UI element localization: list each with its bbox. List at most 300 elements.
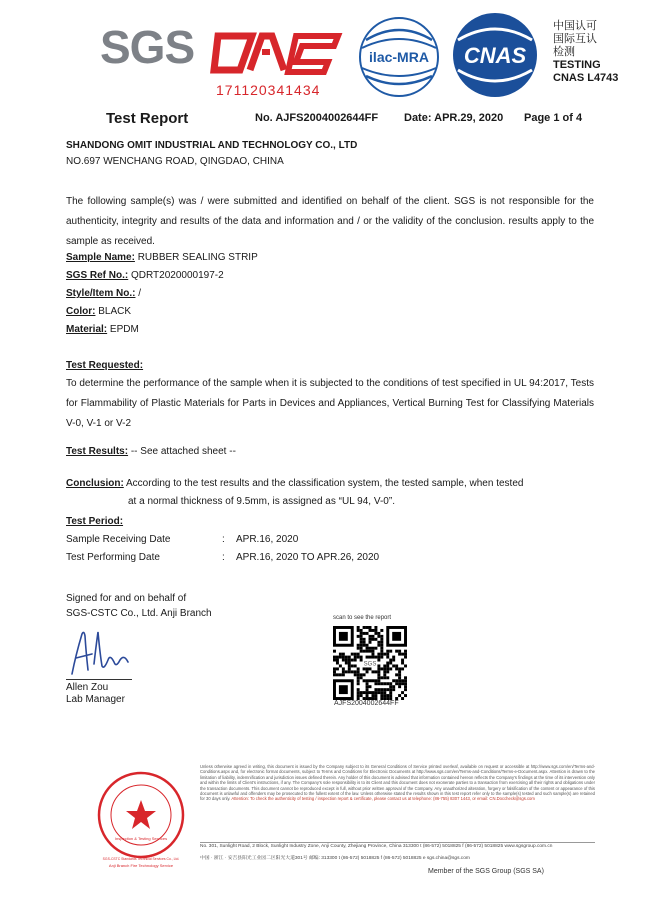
qr-module: [383, 673, 386, 676]
sample-name-value: RUBBER SEALING STRIP: [137, 252, 258, 263]
qr-module: [377, 632, 380, 635]
qr-module: [345, 656, 348, 659]
qr-module: [357, 626, 360, 629]
cma-number: 171120341434: [216, 82, 321, 98]
qr-module: [366, 650, 369, 653]
qr-module: [383, 667, 386, 670]
qr-module: [401, 653, 404, 656]
qr-module: [345, 662, 348, 665]
qr-module: [357, 629, 360, 632]
qr-module: [398, 667, 401, 670]
qr-module: [392, 679, 395, 682]
qr-module: [374, 679, 377, 682]
cma-logo: [214, 36, 338, 98]
qr-module: [348, 662, 351, 665]
qr-module: [380, 641, 383, 644]
qr-module: [398, 685, 401, 688]
qr-module: [339, 664, 342, 667]
qr-module: [366, 626, 369, 629]
stamp-seal: [86, 760, 196, 870]
qr-module: [371, 650, 374, 653]
test-results-label: Test Results:: [66, 446, 129, 457]
client-name: SHANDONG OMIT INDUSTRIAL AND TECHNOLOGY CO., LTD: [66, 140, 358, 151]
qr-module: [380, 647, 383, 650]
star-icon: [126, 800, 156, 829]
qr-module: [363, 632, 366, 635]
qr-module: [360, 676, 363, 679]
sgs-logo: [96, 21, 194, 73]
qr-module: [351, 664, 354, 667]
qr-module: [374, 688, 377, 691]
qr-module: [339, 673, 342, 676]
qr-module: [357, 682, 360, 685]
qr-module: [392, 656, 395, 659]
qr-module: [366, 632, 369, 635]
qr-module: [366, 688, 369, 691]
qr-module: [377, 691, 380, 694]
qr-module: [333, 667, 336, 670]
qr-module: [342, 670, 345, 673]
conclusion-label: Conclusion:: [66, 478, 124, 489]
qr-module: [366, 691, 369, 694]
qr-module: [395, 650, 398, 653]
qr-module: [377, 682, 380, 685]
qr-module: [366, 647, 369, 650]
qr-module: [360, 647, 363, 650]
qr-module: [374, 670, 377, 673]
qr-module: [395, 664, 398, 667]
qr-module: [401, 659, 404, 662]
qr-module: [386, 653, 389, 656]
page-indicator: Page 1 of 4: [524, 112, 583, 124]
qr-module: [371, 638, 374, 641]
report-header: [0, 112, 660, 130]
qr-module: [360, 635, 363, 638]
qr-module: [374, 629, 377, 632]
qr-module: [395, 679, 398, 682]
qr-module: [357, 670, 360, 673]
qr-module: [357, 694, 360, 697]
disclaimer-text: Unless otherwise agreed in writing, this document is issued by the Company subject to its General Conditions of Service printed overleaf, available on request or accessible at http://www.sgs.com/en/Terms-and-Conditions.aspx and, for electronic format documents, subject to Terms and Conditions for Electronic Documents at http://www.sgs.com/en/Terms-and-Conditions/Terms-e-Document.aspx. Attention is drawn to the limitation of liability, indemnification and jurisdiction issues defined therein. Any holder of this document is advised that information contained hereon reflects the Company's findings at the time of its intervention only and within the limits of Client's instructions, if any. The Company's sole responsibility is to its Client and this document does not exonerate parties to a transaction from exercising all their rights and obligations under the transaction documents. This document cannot be reproduced except in full, without prior written approval of the Company. Any unauthorized alteration, forgery or falsification of the content or appearance of this document is unlawful and offenders may be prosecuted to the fullest extent of the law. Unless otherwise stated the results shown in this test report refer only to the sample(s) tested and such sample(s) are retained for 30 days only.: [200, 764, 595, 802]
qr-module: [363, 691, 366, 694]
qr-module: [374, 682, 377, 685]
qr-module: [371, 629, 374, 632]
qr-module: [366, 679, 369, 682]
qr-module: [377, 653, 380, 656]
qr-module: [360, 656, 363, 659]
qr-module: [366, 670, 369, 673]
period-row: [66, 534, 171, 545]
qr-module: [377, 676, 380, 679]
footer-divider: [200, 842, 595, 843]
color-label: Color:: [66, 306, 96, 317]
qr-module: [389, 691, 392, 694]
qr-module: [333, 670, 336, 673]
conclusion-row: [66, 478, 523, 489]
accreditation-no: CNAS L4743: [553, 72, 619, 84]
qr-module: [377, 679, 380, 682]
qr-module: [351, 659, 354, 662]
test-period-heading: [66, 516, 123, 527]
qr-module: [386, 676, 389, 679]
stamp-text-1: Inspection & Testing Services: [114, 836, 168, 841]
period-row-sep: :: [222, 534, 225, 545]
qr-module: [389, 685, 392, 688]
qr-module: [380, 653, 383, 656]
qr-module: [377, 635, 380, 638]
qr-module: [360, 691, 363, 694]
qr-module: [383, 676, 386, 679]
qr-module: [386, 670, 389, 673]
qr-module: [404, 653, 407, 656]
material-value: EPDM: [109, 324, 139, 335]
qr-module: [366, 644, 369, 647]
qr-module: [380, 676, 383, 679]
qr-module: [360, 638, 363, 641]
qr-module: [380, 635, 383, 638]
accreditation-cn-2: 国际互认: [553, 33, 597, 45]
qr-module: [345, 659, 348, 662]
signature-image: [62, 624, 142, 680]
test-results-row: [66, 446, 236, 457]
qr-module: [392, 685, 395, 688]
qr-module: [383, 691, 386, 694]
qr-module: [357, 667, 360, 670]
qr-module: [374, 647, 377, 650]
qr-module: [357, 653, 360, 656]
qr-module: [351, 670, 354, 673]
qr-module: [342, 656, 345, 659]
conclusion-line-2: at a normal thickness of 9.5mm, is assigned as “UL 94, V-0”.: [128, 496, 395, 507]
signer-name: Allen Zou: [66, 682, 109, 693]
qr-module: [354, 673, 357, 676]
qr-module: [386, 650, 389, 653]
qr-module: [333, 650, 336, 653]
qr-module: [333, 659, 336, 662]
period-row-value: APR.16, 2020: [236, 534, 299, 545]
qr-module: [374, 656, 377, 659]
qr-module: [348, 664, 351, 667]
qr-module: [366, 667, 369, 670]
qr-module: [383, 670, 386, 673]
qr-module: [389, 694, 392, 697]
period-row-sep: :: [222, 552, 225, 563]
qr-module: [363, 638, 366, 641]
test-results-value: -- See attached sheet --: [130, 446, 236, 457]
qr-module: [380, 629, 383, 632]
qr-module: [369, 656, 372, 659]
material-row: [66, 324, 139, 335]
qr-module: [360, 629, 363, 632]
qr-module: [377, 670, 380, 673]
qr-module: [336, 662, 339, 665]
qr-module: [377, 664, 380, 667]
qr-module: [371, 670, 374, 673]
qr-finder: [392, 632, 401, 641]
qr-module: [369, 647, 372, 650]
qr-module: [386, 694, 389, 697]
qr-module: [363, 626, 366, 629]
color-row: [66, 306, 131, 317]
qr-module: [357, 688, 360, 691]
qr-module: [369, 685, 372, 688]
qr-module: [386, 667, 389, 670]
qr-module: [386, 682, 389, 685]
qr-module: [374, 626, 377, 629]
test-requested-label: Test Requested:: [66, 360, 144, 371]
accreditation-text: [553, 20, 618, 85]
qr-module: [380, 682, 383, 685]
qr-center-label: SGS: [363, 661, 377, 668]
qr-caption-bottom: AJFS2004002644FF: [334, 700, 399, 707]
accreditation-en: TESTING: [553, 59, 601, 71]
color-value: BLACK: [98, 306, 132, 317]
qr-module: [398, 670, 401, 673]
qr-module: [398, 682, 401, 685]
qr-module: [336, 659, 339, 662]
qr-module: [357, 691, 360, 694]
period-row-label: Sample Receiving Date: [66, 534, 171, 545]
qr-module: [354, 664, 357, 667]
qr-module: [374, 638, 377, 641]
qr-finder: [339, 632, 348, 641]
qr-module: [363, 679, 366, 682]
qr-module: [371, 635, 374, 638]
qr-module: [404, 685, 407, 688]
attention-text: Attention: To check the authenticity of testing / inspection report & certificate, please contact us at telephone: (86-755) 8307 1443, or email: CN.Doccheck@sgs.com: [231, 796, 535, 802]
qr-module: [392, 664, 395, 667]
footer-disclaimer: [200, 764, 595, 802]
qr-module: [374, 691, 377, 694]
qr-module: [357, 676, 360, 679]
footer-address-en: No. 301, Sunlight Road, 2 Block, Sunlight Industry Zone, Anji County, Zhejiang Province, China 313300 t (86-572) 5018825 f (86-572) 5018825 www.sgsgroup.com.cn: [200, 844, 553, 849]
report-date: Date: APR.29, 2020: [404, 112, 504, 124]
intro-paragraph: The following sample(s) was / were submitted and identified on behalf of the client. SGS is not responsible for the authenticity, integrity and results of the data and information and / or the validity of the conclusion. results apply to the sample as received.: [66, 196, 594, 247]
stamp-text-3: Anji Branch Fire Technology Service: [108, 863, 174, 868]
qr-module: [401, 691, 404, 694]
qr-module: [404, 688, 407, 691]
qr-module: [360, 694, 363, 697]
qr-module: [383, 694, 386, 697]
test-requested-heading: [66, 360, 143, 371]
qr-module: [357, 635, 360, 638]
qr-module: [369, 635, 372, 638]
qr-module: [357, 679, 360, 682]
qr-module: [369, 641, 372, 644]
qr-module: [383, 688, 386, 691]
qr-module: [383, 682, 386, 685]
qr-module: [401, 679, 404, 682]
qr-module: [404, 676, 407, 679]
qr-module: [404, 656, 407, 659]
signature-line: [66, 679, 132, 680]
qr-module: [398, 673, 401, 676]
style-label: Style/Item No.:: [66, 288, 136, 299]
qr-module: [360, 641, 363, 644]
member-text: Member of the SGS Group (SGS SA): [428, 868, 544, 875]
qr-module: [386, 664, 389, 667]
qr-module: [383, 664, 386, 667]
qr-module: [389, 659, 392, 662]
qr-module: [380, 688, 383, 691]
signed-for-line: Signed for and on behalf of: [66, 593, 187, 604]
report-number: No. AJFS2004002644FF: [255, 112, 379, 124]
qr-module: [404, 682, 407, 685]
accreditation-cn-1: 中国认可: [553, 20, 597, 32]
signed-company-line: SGS-CSTC Co., Ltd. Anji Branch: [66, 608, 212, 619]
qr-module: [369, 650, 372, 653]
qr-module: [363, 644, 366, 647]
qr-module: [354, 659, 357, 662]
qr-module: [392, 659, 395, 662]
qr-module: [336, 667, 339, 670]
qr-module: [371, 694, 374, 697]
accreditation-cn-3: 检测: [553, 46, 575, 58]
qr-module: [377, 656, 380, 659]
qr-module: [386, 662, 389, 665]
qr-module: [401, 667, 404, 670]
qr-module: [360, 659, 363, 662]
qr-module: [366, 656, 369, 659]
qr-module: [336, 656, 339, 659]
qr-module: [333, 673, 336, 676]
qr-module: [398, 650, 401, 653]
qr-module: [401, 697, 404, 700]
qr-module: [392, 688, 395, 691]
qr-module: [363, 641, 366, 644]
qr-module: [383, 653, 386, 656]
qr-module: [363, 667, 366, 670]
qr-module: [386, 688, 389, 691]
qr-module: [377, 673, 380, 676]
qr-module: [380, 667, 383, 670]
qr-module: [357, 656, 360, 659]
qr-module: [369, 667, 372, 670]
qr-module: [386, 656, 389, 659]
qr-module: [348, 667, 351, 670]
footer-address-cn: 中国 · 浙江 · 安吉县阳光工业园二区阳光大道301号 邮编: 313300 t (86-572) 5018825 f (86-572) 5018825 e sgs.china@sgs.com: [200, 856, 470, 861]
qr-module: [369, 638, 372, 641]
qr-module: [339, 653, 342, 656]
qr-module: [380, 694, 383, 697]
qr-module: [377, 688, 380, 691]
report-title: Test Report: [106, 110, 189, 127]
stamp-text-2: SGS-CSTC Standards Technical Services Co., Ltd.: [102, 857, 180, 861]
qr-module: [380, 656, 383, 659]
qr-module: [374, 632, 377, 635]
qr-module: [389, 688, 392, 691]
sgs-ref-row: [66, 270, 224, 281]
material-label: Material:: [66, 324, 108, 335]
qr-module: [389, 662, 392, 665]
sgs-ref-value: QDRT2020000197-2: [131, 270, 224, 281]
qr-module: [363, 673, 366, 676]
qr-module: [377, 641, 380, 644]
qr-module: [377, 659, 380, 662]
signer-title: Lab Manager: [66, 694, 125, 705]
qr-module: [380, 650, 383, 653]
qr-caption-top: scan to see the report: [333, 615, 392, 621]
qr-module: [369, 691, 372, 694]
qr-module: [401, 682, 404, 685]
qr-module: [348, 659, 351, 662]
period-row: [66, 552, 160, 563]
test-requested-text: To determine the performance of the sample when it is subjected to the conditions of test specified in UL 94:2017, Tests for Flammability of Plastic Materials for Parts in Devices and Appliances, Vertical Burning Test for Classifying Materials V-0, V-1 or V-2: [66, 378, 594, 429]
qr-module: [342, 653, 345, 656]
qr-module: [404, 679, 407, 682]
qr-module: [357, 647, 360, 650]
qr-module: [354, 670, 357, 673]
qr-module: [369, 626, 372, 629]
qr-module: [404, 664, 407, 667]
qr-module: [348, 670, 351, 673]
qr-module: [360, 644, 363, 647]
qr-module: [398, 653, 401, 656]
qr-module: [371, 691, 374, 694]
qr-module: [398, 694, 401, 697]
qr-module: [360, 632, 363, 635]
qr-module: [389, 682, 392, 685]
qr-module: [363, 650, 366, 653]
qr-module: [345, 670, 348, 673]
qr-module: [342, 659, 345, 662]
qr-module: [348, 656, 351, 659]
cnas-text: CNAS: [463, 43, 527, 68]
qr-code[interactable]: [333, 626, 407, 700]
qr-module: [369, 679, 372, 682]
qr-module: [339, 656, 342, 659]
qr-module: [342, 667, 345, 670]
qr-module: [360, 673, 363, 676]
qr-module: [380, 638, 383, 641]
cnas-logo: [453, 13, 537, 97]
qr-module: [369, 629, 372, 632]
qr-module: [389, 650, 392, 653]
style-value: /: [138, 288, 142, 299]
ilac-mra-text: ilac-MRA: [369, 49, 429, 65]
qr-module: [336, 673, 339, 676]
qr-module: [380, 691, 383, 694]
qr-module: [404, 650, 407, 653]
qr-module: [357, 644, 360, 647]
qr-module: [398, 679, 401, 682]
test-period-label: Test Period:: [66, 516, 124, 527]
qr-module: [404, 694, 407, 697]
ilac-mra-logo: [360, 18, 438, 96]
qr-module: [351, 653, 354, 656]
sgs-ref-label: SGS Ref No.:: [66, 270, 129, 281]
qr-module: [342, 673, 345, 676]
qr-module: [401, 662, 404, 665]
qr-module: [354, 653, 357, 656]
qr-module: [360, 650, 363, 653]
qr-module: [354, 656, 357, 659]
qr-module: [395, 667, 398, 670]
qr-module: [371, 656, 374, 659]
sample-name-row: [66, 252, 258, 263]
qr-module: [374, 694, 377, 697]
sample-name-label: Sample Name:: [66, 252, 135, 263]
period-row-label: Test Performing Date: [66, 552, 160, 563]
qr-module: [333, 656, 336, 659]
qr-finder: [339, 685, 348, 694]
qr-module: [366, 694, 369, 697]
qr-module: [389, 667, 392, 670]
qr-module: [377, 667, 380, 670]
qr-module: [395, 673, 398, 676]
client-address: NO.697 WENCHANG ROAD, QINGDAO, CHINA: [66, 156, 284, 167]
qr-module: [366, 682, 369, 685]
